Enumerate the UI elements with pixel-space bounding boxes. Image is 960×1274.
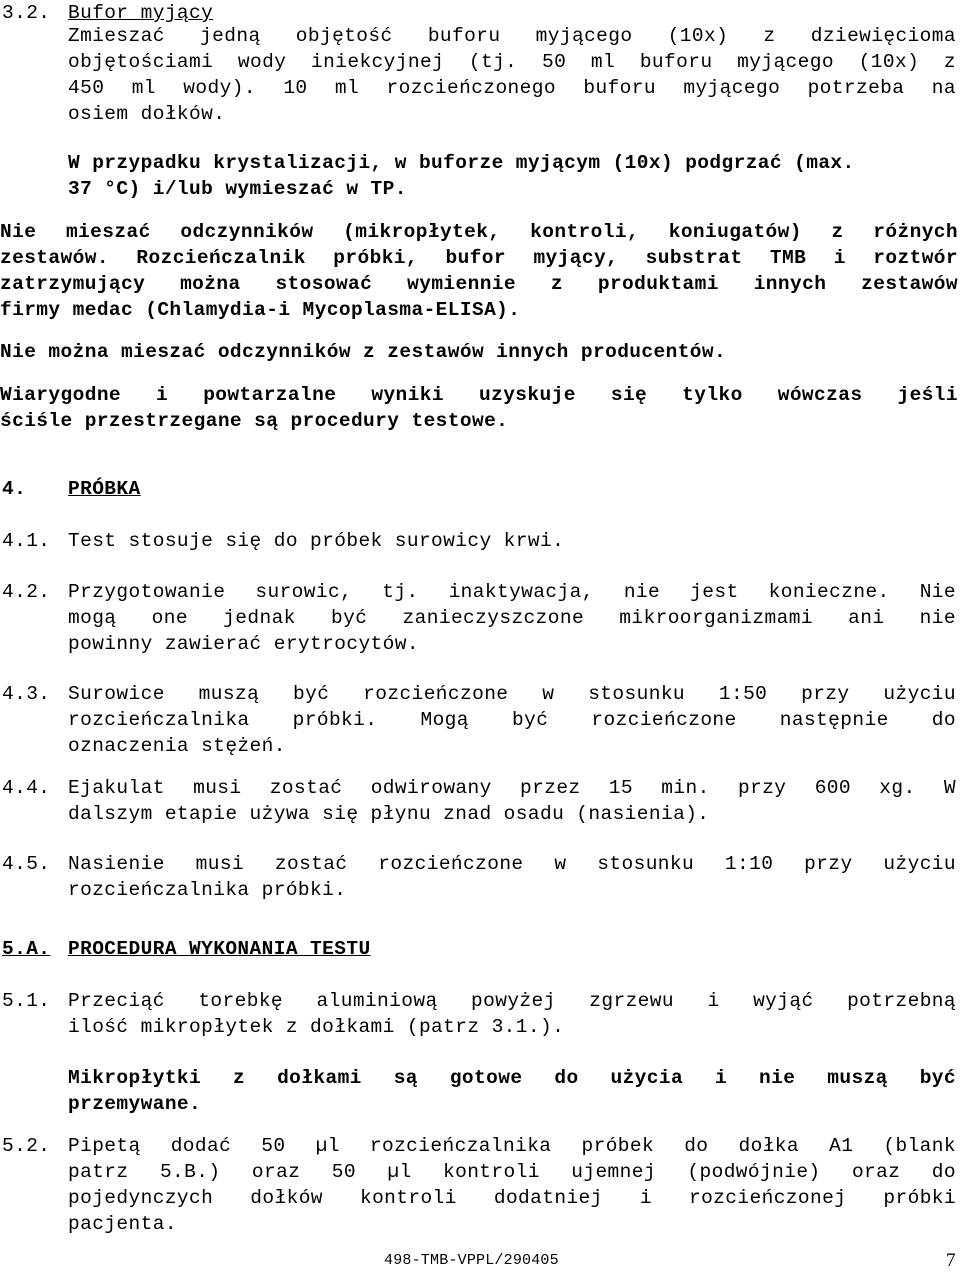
section-number: 5.A. [2, 938, 51, 960]
item-line: pacjenta. [68, 1213, 177, 1235]
item-line: pojedynczych dołków kontroli dodatniej i rozcieńczonej próbki [68, 1187, 956, 1209]
item-line: Surowice muszą być rozcieńczone w stosunku 1:50 przy użyciu [68, 683, 956, 705]
item-line: rozcieńczalnika próbki. [68, 879, 347, 901]
bold-note-line: przemywane. [68, 1093, 202, 1115]
note-line: Nie można mieszać odczynników z zestawów innych producentów. [0, 341, 727, 363]
note-line: ściśle przestrzegane są procedury testowe. [0, 410, 509, 432]
note-line: zestawów. Rozcieńczalnik próbki, bufor myjący, substrat TMB i roztwór [0, 247, 958, 269]
item-line: rozcieńczalnika próbki. Mogą być rozcieńczone następnie do [68, 709, 956, 731]
item-line: Ejakulat musi zostać odwirowany przez 15 min. przy 600 xg. W [68, 777, 956, 799]
item-number: 4.5. [2, 853, 51, 875]
item-line: dalszym etapie używa się płynu znad osadu (nasienia). [68, 803, 710, 825]
section-title: Bufor myjący [68, 2, 214, 24]
section-number: 3.2. [2, 2, 51, 24]
item-line: Przeciąć torebkę aluminiową powyżej zgrzewu i wyjąć potrzebną [68, 990, 956, 1012]
page-number: 7 [946, 1250, 956, 1271]
item-line: oznaczenia stężeń. [68, 735, 286, 757]
note-line: Nie mieszać odczynników (mikropłytek, kontroli, koniugatów) z różnych [0, 221, 958, 243]
item-line: patrz 5.B.) oraz 50 µl kontroli ujemnej (podwójnie) oraz do [68, 1161, 956, 1183]
paragraph-line: W przypadku krystalizacji, w buforze myjącym (10x) podgrzać (max. [68, 152, 855, 174]
note-line: zatrzymujący można stosować wymiennie z produktami innych zestawów [0, 273, 958, 295]
bold-note-line: Mikropłytki z dołkami są gotowe do użycia i nie muszą być [68, 1067, 956, 1089]
item-line: Test stosuje się do próbek surowicy krwi. [68, 530, 565, 552]
item-line: Nasienie musi zostać rozcieńczone w stosunku 1:10 przy użyciu [68, 853, 956, 875]
note-line: firmy medac (Chlamydia-i Mycoplasma-ELISA). [0, 299, 521, 321]
paragraph-line: 450 ml wody). 10 ml rozcieńczonego buforu myjącego potrzeba na [68, 77, 956, 99]
item-line: Przygotowanie surowic, tj. inaktywacja, nie jest konieczne. Nie [68, 581, 956, 603]
item-number: 4.2. [2, 581, 51, 603]
paragraph-line: osiem dołków. [68, 103, 226, 125]
item-line: ilość mikropłytek z dołkami (patrz 3.1.). [68, 1016, 565, 1038]
section-title: PROCEDURA WYKONANIA TESTU [68, 938, 371, 960]
note-line: Wiarygodne i powtarzalne wyniki uzyskuje się tylko wówczas jeśli [0, 384, 958, 406]
paragraph-line: 37 °C) i/lub wymieszać w TP. [68, 178, 407, 200]
item-line: powinny zawierać erytrocytów. [68, 633, 419, 655]
item-number: 4.4. [2, 777, 51, 799]
paragraph-line: Zmieszać jedną objętość buforu myjącego (10x) z dziewięcioma [68, 25, 956, 47]
item-number: 5.1. [2, 990, 51, 1012]
document-code: 498-TMB-VPPL/290405 [384, 1252, 559, 1269]
item-number: 5.2. [2, 1135, 51, 1157]
item-number: 4.1. [2, 530, 51, 552]
paragraph-line: objętościami wody iniekcyjnej (tj. 50 ml buforu myjącego (10x) z [68, 51, 956, 73]
item-line: mogą one jednak być zanieczyszczone mikroorganizmami ani nie [68, 607, 956, 629]
section-number: 4. [2, 478, 27, 500]
item-line: Pipetą dodać 50 µl rozcieńczalnika próbek do dołka A1 (blank [68, 1135, 956, 1157]
section-title: PRÓBKA [68, 478, 141, 500]
item-number: 4.3. [2, 683, 51, 705]
